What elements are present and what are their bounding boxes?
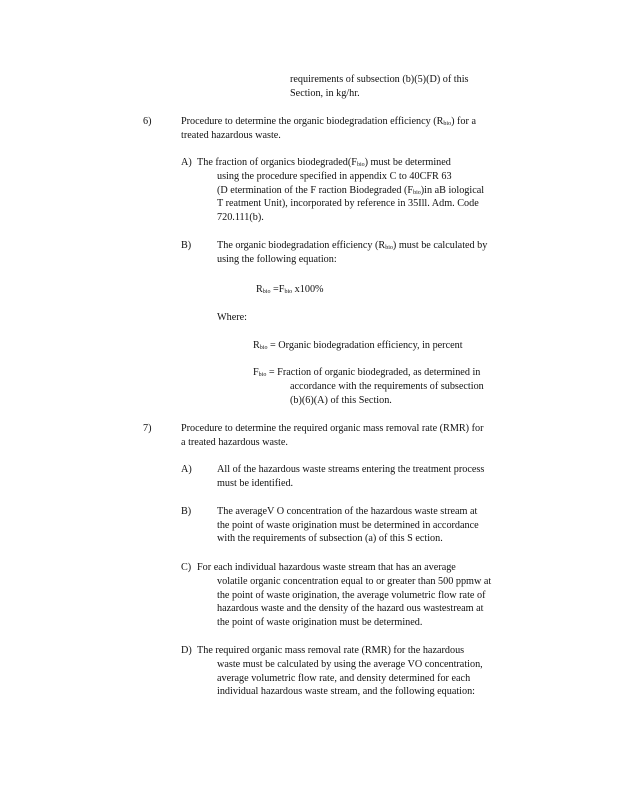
definition-fbio: $F_{bio}$ = Fraction of organic biodegraded, as determined in <box>253 367 481 378</box>
item-7c-first-line: For each individual hazardous waste stream that has an average <box>197 562 456 573</box>
item-6b-body <box>217 239 487 266</box>
item-6a-line-5: 720.111(b). <box>217 211 264 223</box>
item-6a-line-3: (D etermination of the F raction Biodegraded $(F_{bio})in$ aB iological <box>217 184 485 196</box>
item-7-line-1: Procedure to determine the required organic mass removal rate (RMR) for <box>181 423 484 434</box>
item-7a-label: A) <box>181 464 192 475</box>
item-7d-first-line: The required organic mass removal rate (RMR) for the hazardous <box>197 645 465 656</box>
biodegradation-equation: $R_{bio} =F_{bio}$ x100% <box>256 284 324 295</box>
item-6a-line-2: using the procedure specified in appendix C to 40CFR 63 <box>217 171 452 182</box>
item-7-number: 7) <box>143 423 152 434</box>
where-label: Where: <box>217 312 247 323</box>
item-7c-body: volatile organic concentration equal to or greater than 500 ppmw at the point of waste origination, the average volumetric flow rate of hazardous waste and the density of the hazard ous wastestream at the point of waste origination must be determined. <box>217 576 492 628</box>
continuation-line-2: Section, in kg/hr. <box>290 87 360 99</box>
definition-fbio-continued: accordance with the requirements of subsection (b)(6)(A) of this Section. <box>290 381 484 406</box>
item-6-line-2: treated hazardous waste. <box>181 129 281 141</box>
item-6-number: 6) <box>143 116 152 127</box>
item-6-heading <box>181 115 476 142</box>
item-6b-line-1: The organic biodegradation efficiency $(R_{bio})$ must be calculated by <box>217 240 488 251</box>
definition-rbio: $R_{bio}$ = Organic biodegradation efficiency, in percent <box>253 340 463 351</box>
item-6a-first-line: The fraction of organics $biodegraded(F_{bio})$ must be determined <box>197 157 451 168</box>
item-7-heading <box>181 422 484 449</box>
item-7d-label: D) <box>181 645 192 656</box>
item-6a-label: A) <box>181 157 192 168</box>
item-7b-label: B) <box>181 506 192 517</box>
item-7b-body: The averageV O concentration of the hazardous waste stream at the point of waste origination must be determined in accordance with the requirements of subsection (a) of this S ection. <box>217 506 479 545</box>
item-6b-label: B) <box>181 240 192 251</box>
item-6b-line-2: using the following equation: <box>217 253 337 265</box>
item-7-line-2: a treated hazardous waste. <box>181 436 288 448</box>
continuation-line-1: requirements of subsection (b)(5)(D) of this <box>290 74 469 85</box>
item-7c-label: C) <box>181 562 192 573</box>
continuation-text <box>290 73 469 100</box>
item-7a-body: All of the hazardous waste streams entering the treatment process must be identified. <box>217 464 485 489</box>
item-6-line-1: Procedure to determine the organic biodegradation efficiency $(R_{bio})$ for a <box>181 116 476 127</box>
item-7d-body: waste must be calculated by using the average VO concentration, average volumetric flow rate, and density determined for each individual hazardous waste stream, and the following equation: <box>217 659 483 698</box>
item-6a-line-4: T reatment Unit), incorporated by reference in 35Ill. Adm. Code <box>217 198 479 210</box>
item-6a-body <box>217 170 484 224</box>
